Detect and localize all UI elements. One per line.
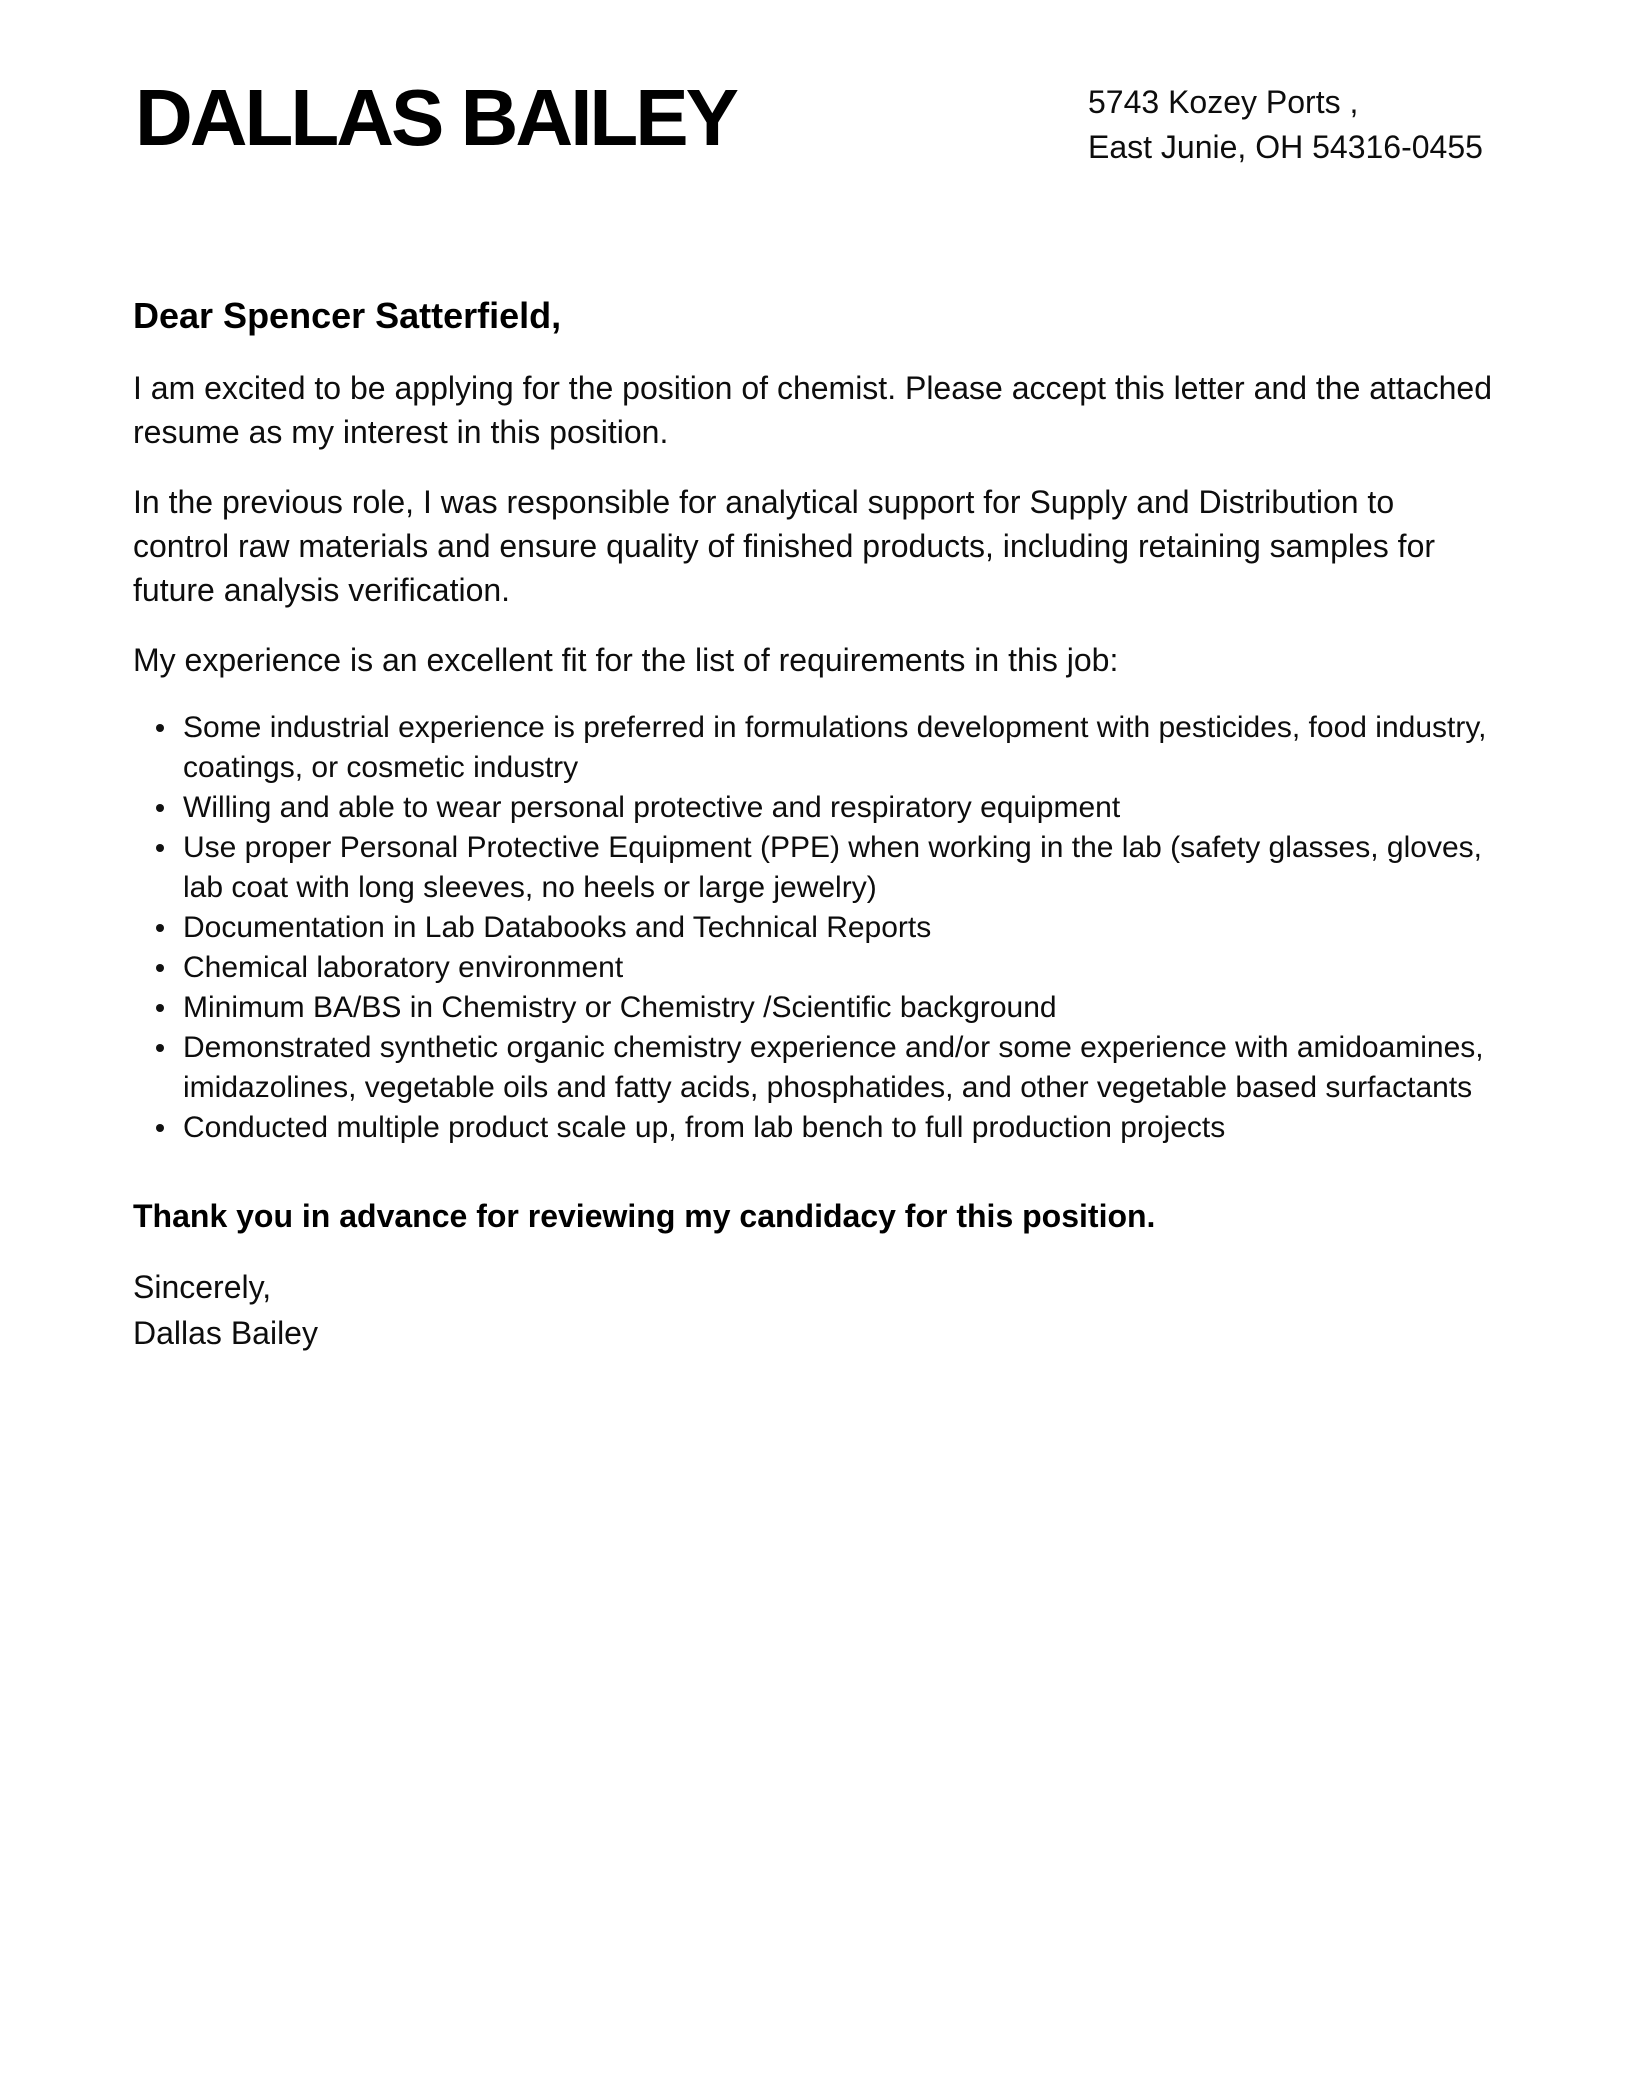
closing-salutation: Sincerely, (133, 1269, 272, 1305)
applicant-name: DALLAS BAILEY (135, 73, 736, 162)
requirement-item: Some industrial experience is preferred in formulations development with pesticides, food industry, coatings, or cosmetic industry (183, 708, 1498, 788)
sign-off (133, 1264, 1498, 1356)
requirements-list (133, 708, 1498, 1148)
requirement-item: Chemical laboratory environment (183, 948, 1498, 988)
previous-role-paragraph: In the previous role, I was responsible for analytical support for Supply and Distribution to control raw materials and ensure quality of finished products, including retaining samples for future analysis verification. (133, 484, 1436, 608)
requirement-item: Use proper Personal Protective Equipment (PPE) when working in the lab (safety glasses, gloves, lab coat with long sleeves, no heels or large jewelry) (183, 828, 1498, 908)
requirement-item: Willing and able to wear personal protective and respiratory equipment (183, 788, 1498, 828)
intro-paragraph: I am excited to be applying for the position of chemist. Please accept this letter and the attached resume as my interest in this position. (133, 370, 1493, 450)
experience-fit-paragraph: My experience is an excellent fit for the list of requirements in this job: (133, 642, 1119, 678)
address-line-2: East Junie, OH 54316-0455 (1088, 129, 1483, 165)
signature-name: Dallas Bailey (133, 1315, 318, 1351)
requirement-item: Documentation in Lab Databooks and Technical Reports (183, 908, 1498, 948)
closing-thanks: Thank you in advance for reviewing my candidacy for this position. (133, 1198, 1156, 1234)
requirement-item: Demonstrated synthetic organic chemistry experience and/or some experience with amidoamines, imidazolines, vegetable oils and fatty acids, phosphatides, and other vegetable based surfactants (183, 1028, 1498, 1108)
letter-body (133, 0, 1498, 1356)
greeting: Dear Spencer Satterfield, (133, 295, 562, 336)
requirement-item: Minimum BA/BS in Chemistry or Chemistry /Scientific background (183, 988, 1498, 1028)
address-line-1: 5743 Kozey Ports , (1088, 84, 1359, 120)
requirement-item: Conducted multiple product scale up, from lab bench to full production projects (183, 1108, 1498, 1148)
